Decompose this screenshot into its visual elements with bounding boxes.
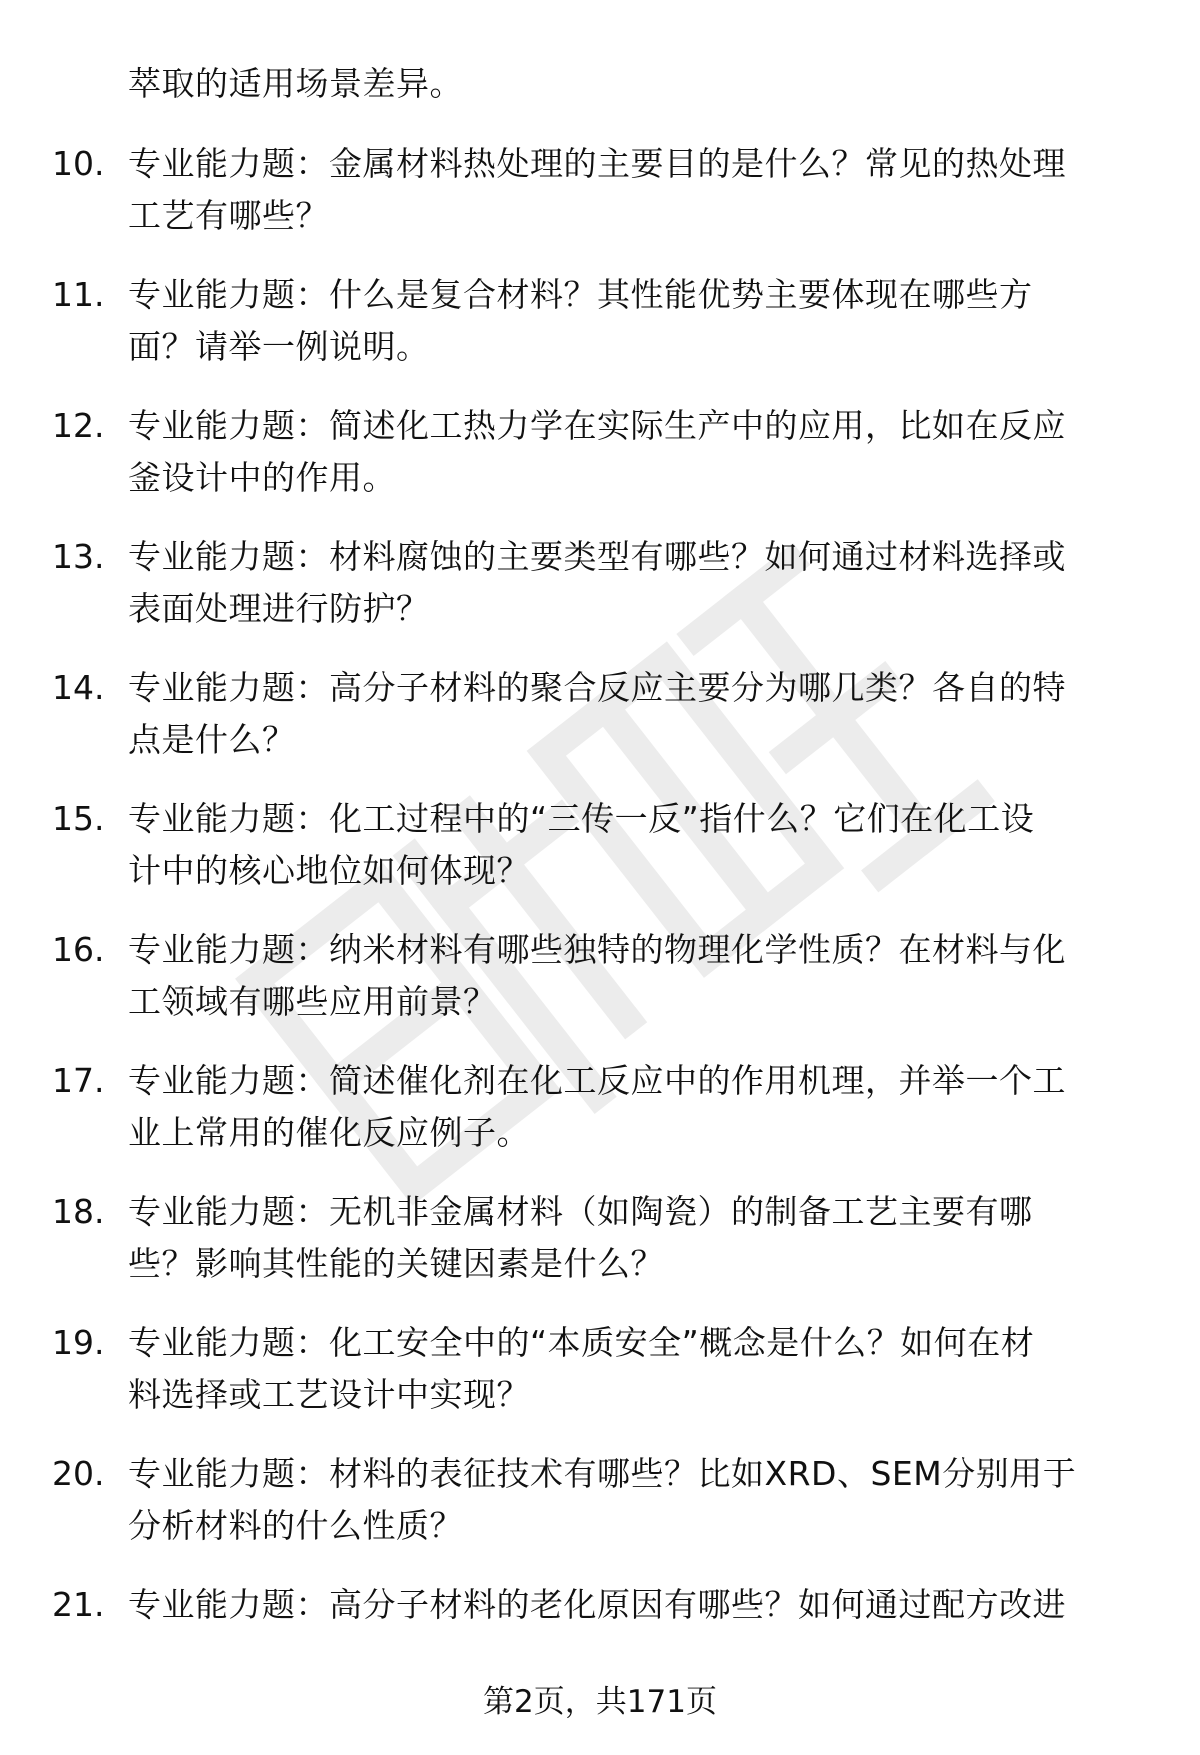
question-text-line: 些？影响其性能的关键因素是什么？ [128,1244,664,1283]
question-text [128,269,1148,373]
question-text-line: 专业能力题：化工安全中的“本质安全”概念是什么？如何在材 [128,1323,1035,1362]
question-text-line: 专业能力题：化工过程中的“三传一反”指什么？它们在化工设 [128,799,1035,838]
question-item [0,793,1200,924]
question-text-line: 专业能力题：材料的表征技术有哪些？比如XRD、SEM分别用于 [128,1454,1077,1493]
question-text [128,1186,1148,1290]
question-text [128,924,1148,1028]
question-item [0,531,1200,662]
continuation-text: 萃取的适用场景差异。 [128,64,463,103]
question-item [0,269,1200,400]
question-text [128,400,1148,504]
question-text [128,1317,1148,1421]
question-text-line: 表面处理进行防护？ [128,589,430,628]
question-text [128,138,1148,242]
question-number: 12. [52,406,105,445]
question-item [0,1055,1200,1186]
question-text-line: 分析材料的什么性质？ [128,1506,463,1545]
question-text [128,531,1148,635]
question-number: 11. [52,275,105,314]
question-number: 19. [52,1323,105,1362]
question-text-line: 工领域有哪些应用前景？ [128,982,497,1021]
question-text-line: 专业能力题：材料腐蚀的主要类型有哪些？如何通过材料选择或 [128,537,1066,576]
question-text-line: 专业能力题：高分子材料的老化原因有哪些？如何通过配方改进 [128,1585,1066,1624]
question-item [0,1448,1200,1579]
question-item [0,400,1200,531]
question-item [0,1186,1200,1317]
question-text [128,662,1148,766]
question-text [128,1055,1148,1159]
question-text-line: 釜设计中的作用。 [128,458,396,497]
question-item [0,662,1200,793]
question-text-line: 专业能力题：简述化工热力学在实际生产中的应用，比如在反应 [128,406,1066,445]
question-text-line: 面？请举一例说明。 [128,327,430,366]
question-item [0,138,1200,269]
question-text-line: 专业能力题：纳米材料有哪些独特的物理化学性质？在材料与化 [128,930,1066,969]
question-text-line: 专业能力题：简述催化剂在化工反应中的作用机理，并举一个工 [128,1061,1066,1100]
question-number: 17. [52,1061,105,1100]
question-text-line: 专业能力题：什么是复合材料？其性能优势主要体现在哪些方 [128,275,1033,314]
question-text [128,1579,1148,1631]
question-list [0,138,1200,1710]
page-footer: 第2页，共171页 [483,1684,717,1720]
question-number: 14. [52,668,105,707]
question-item [0,924,1200,1055]
question-text-line: 专业能力题：高分子材料的聚合反应主要分为哪几类？各自的特 [128,668,1066,707]
question-item [0,1317,1200,1448]
question-text-line: 计中的核心地位如何体现？ [128,851,530,890]
question-number: 20. [52,1454,105,1493]
question-number: 21. [52,1585,105,1624]
question-number: 15. [52,799,105,838]
question-number: 10. [52,144,105,183]
question-number: 16. [52,930,105,969]
question-text-line: 料选择或工艺设计中实现？ [128,1375,530,1414]
question-text [128,793,1148,897]
question-text-line: 业上常用的催化反应例子。 [128,1113,530,1152]
question-number: 18. [52,1192,105,1231]
question-number: 13. [52,537,105,576]
question-text-line: 工艺有哪些？ [128,196,329,235]
question-text-line: 专业能力题：无机非金属材料（如陶瓷）的制备工艺主要有哪 [128,1192,1033,1231]
question-text [128,1448,1148,1552]
question-text-line: 点是什么？ [128,720,296,759]
question-text-line: 专业能力题：金属材料热处理的主要目的是什么？常见的热处理 [128,144,1066,183]
